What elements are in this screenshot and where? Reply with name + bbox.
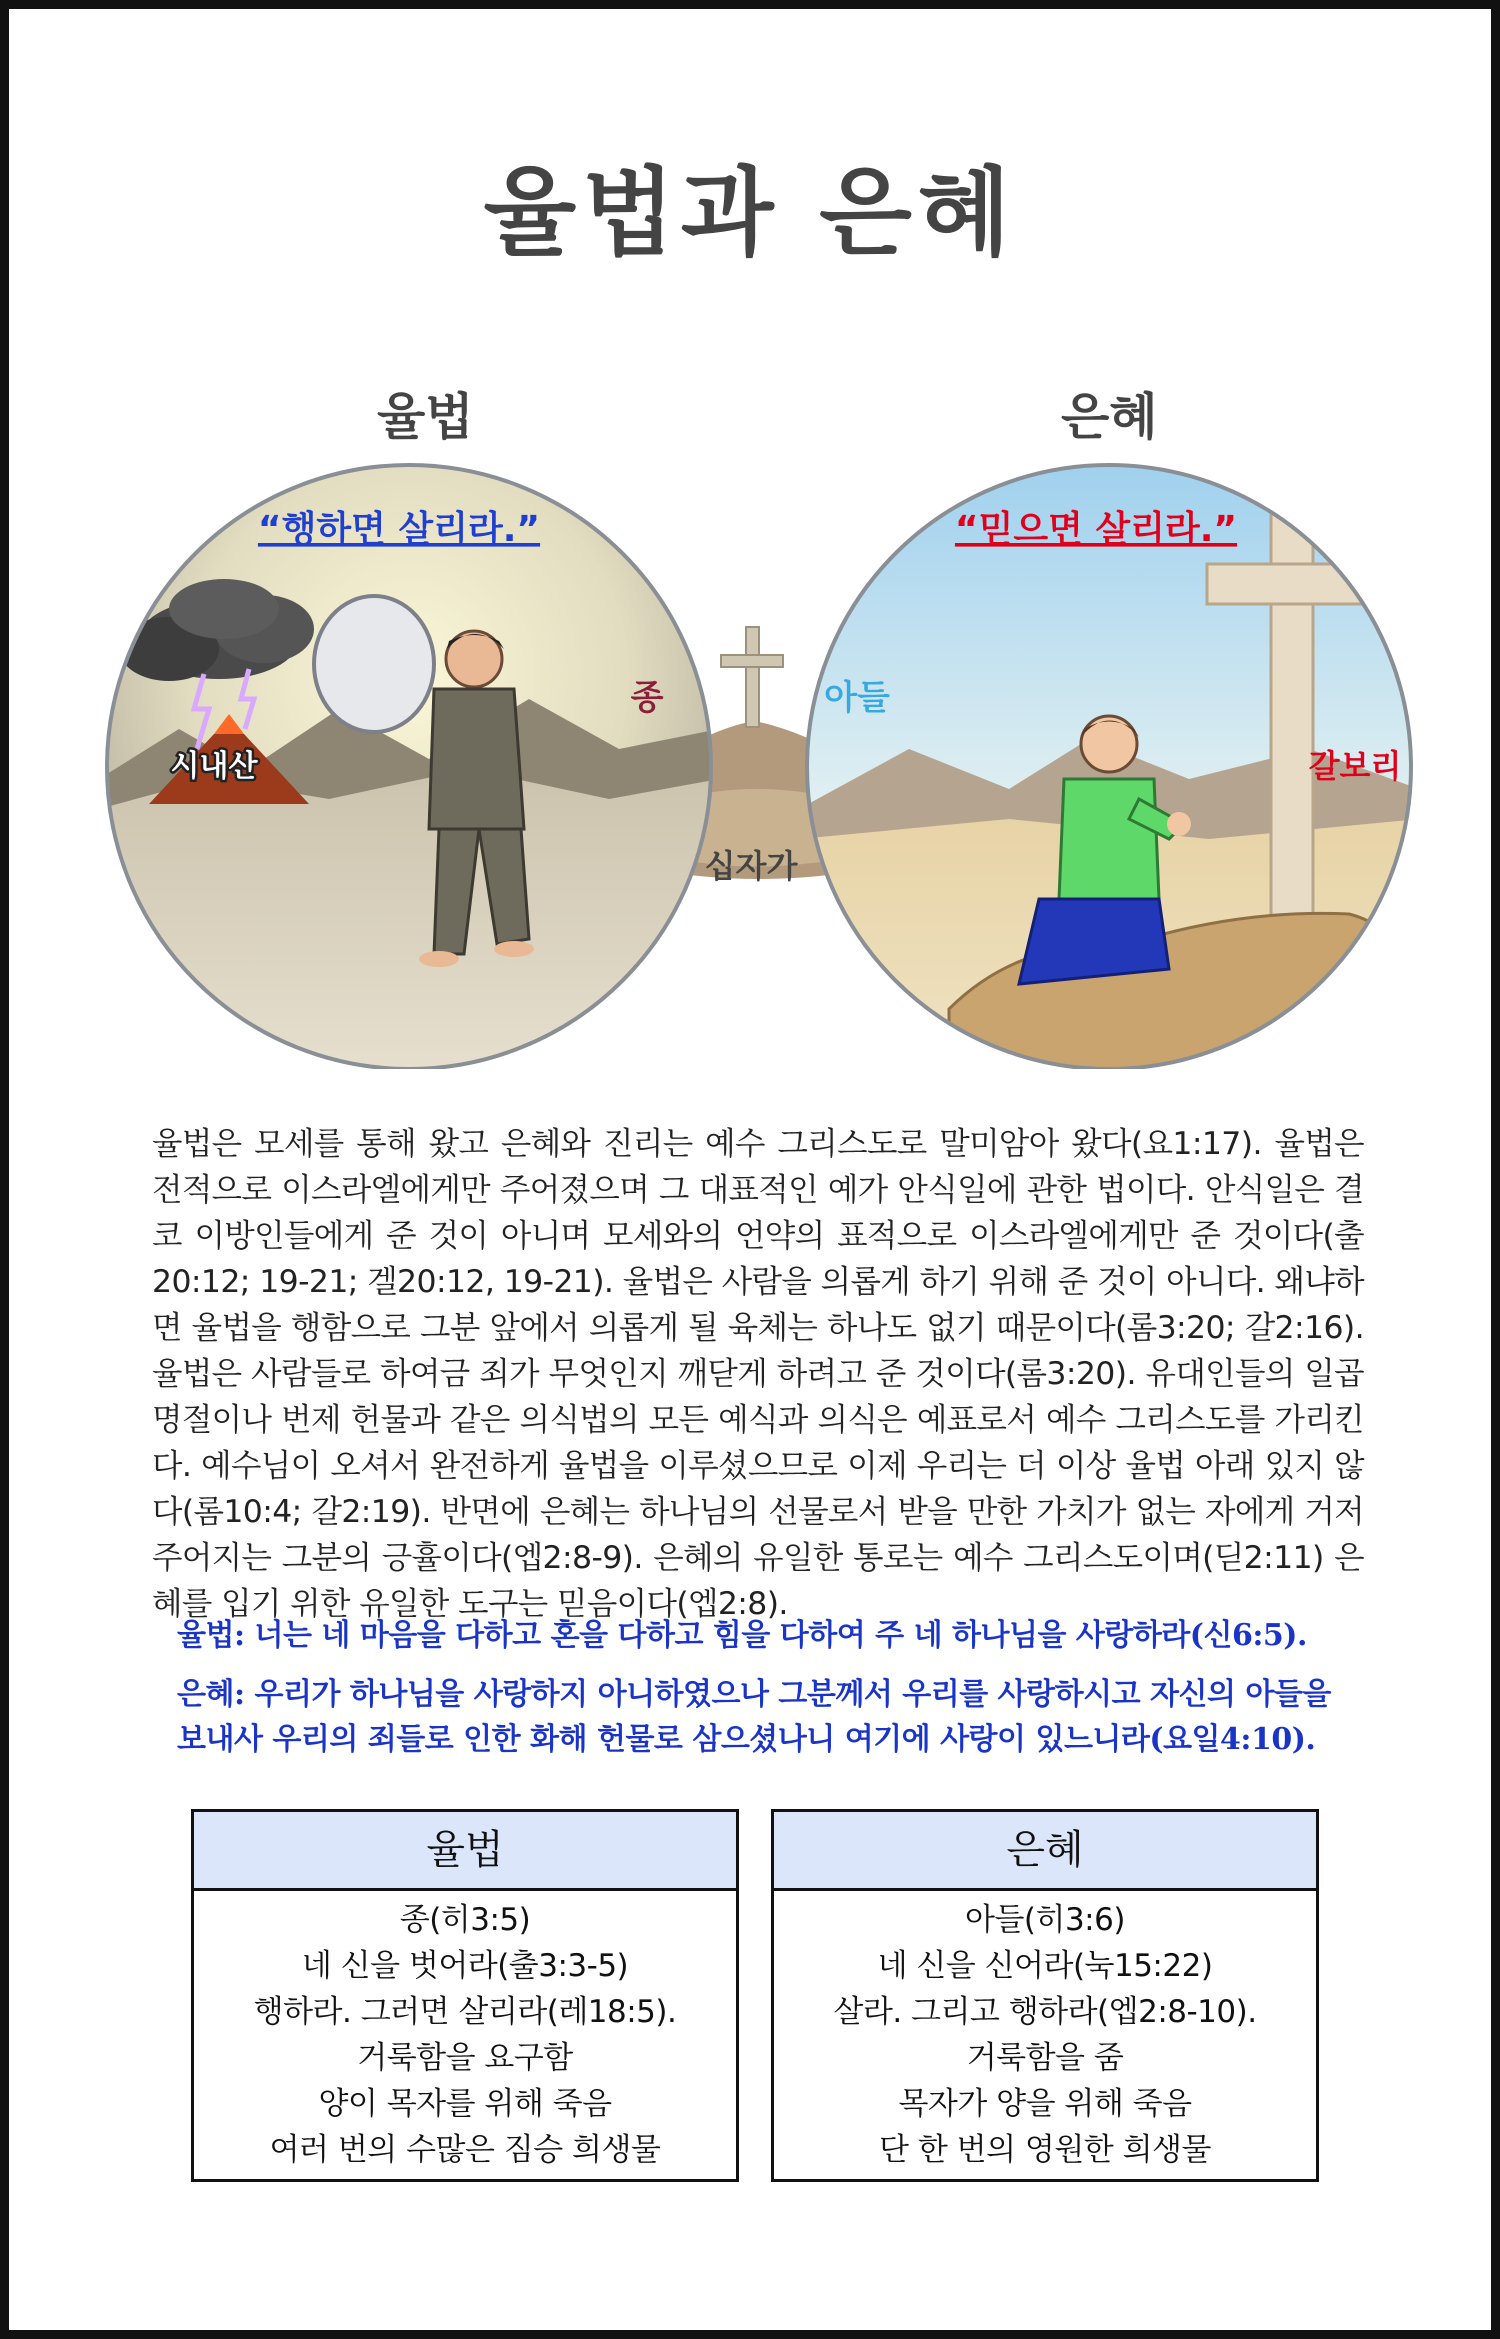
law-table-header: 율법 <box>194 1812 736 1891</box>
son-label: 아들 <box>824 678 890 718</box>
grace-table-row: 단 한 번의 영원한 희생물 <box>879 2132 1211 2168</box>
grace-circle-label: 은혜 <box>1061 388 1158 446</box>
law-table-row: 행하라. 그러면 살리라(레18:5). <box>253 1994 677 2030</box>
cross-icon <box>746 627 759 727</box>
cross-label: 십자가 <box>704 847 798 885</box>
grace-table-header: 은혜 <box>774 1812 1316 1891</box>
law-table-row: 네 신을 벗어라(출3:3-5) <box>301 1948 629 1984</box>
calvary-label: 갈보리 <box>1308 747 1402 785</box>
grace-table <box>771 1809 1319 2182</box>
grace-table-row: 살라. 그리고 행하라(엡2:8-10). <box>833 1994 1257 2030</box>
grace-table-row: 아들(히3:6) <box>965 1902 1125 1938</box>
verse-list <box>177 1613 1367 1776</box>
body-paragraph: 율법은 모세를 통해 왔고 은혜와 진리는 예수 그리스도로 말미암아 왔다(요1:17). 율법은 전적으로 이스라엘에게만 주어졌으며 그 대표적인 예가 안식일에 관한 법이다. 안식일은 결코 이방인들에게 준 것이 아니며 모세와의 언약의 표적으로 이스라엘에게만 준 것이다(출20:12; 19-21; 겔20:12, 19-21). 율법은 사람을 의롭게 하기 위해 준 것이 아니다. 왜냐하면 율법을 행함으로 그분 앞에서 의롭게 될 육체는 하나도 없기 때문이다(롬3:20; 갈2:16). 율법은 사람들로 하여금 죄가 무엇인지 깨닫게 하려고 준 것이다(롬3:20). 유대인들의 일곱 명절이나 번제 헌물과 같은 의식법의 모든 예식과 의식은 예표로서 예수 그리스도를 가리킨다. 예수님이 오셔서 완전하게 율법을 이루셨으므로 이제 우리는 더 이상 율법 아래 있지 않다(롬10:4; 갈2:19). 반면에 은혜는 하나님의 선물로서 받을 만한 가치가 없는 자에게 거저 주어지는 그분의 긍휼이다(엡2:8-9). 은혜의 유일한 통로는 예수 그리스도이며(딛2:11) 은혜를 입기 위한 유일한 도구는 믿음이다(엡2:8). <box>152 1126 1364 1622</box>
law-table <box>191 1809 739 2182</box>
law-quote: “행하면 살리라.” <box>257 509 541 550</box>
grace-quote: “믿으면 살리라.” <box>954 509 1238 550</box>
law-grace-illustration <box>9 9 1500 1069</box>
law-circle-label: 율법 <box>377 388 474 446</box>
grace-table-row: 목자가 양을 위해 죽음 <box>898 2086 1192 2122</box>
grace-table-row: 네 신을 신어라(눅15:22) <box>877 1948 1213 1984</box>
law-table-row: 여러 번의 수많은 짐승 희생물 <box>269 2132 661 2168</box>
grace-table-row: 거룩함을 줌 <box>966 2040 1124 2076</box>
law-table-row: 양이 목자를 위해 죽음 <box>318 2086 612 2122</box>
servant-label: 종 <box>630 678 664 718</box>
law-verse: 율법: 너는 네 마음을 다하고 혼을 다하고 힘을 다하여 주 네 하나님을 사랑하라(신6:5). <box>177 1618 1307 1653</box>
burden-sack-icon <box>314 596 434 732</box>
mount-sinai-label: 시내산 <box>170 749 258 784</box>
law-table-row: 거룩함을 요구함 <box>357 2040 573 2076</box>
law-table-row: 종(히3:5) <box>399 1902 531 1938</box>
page-title: 율법과 은혜 <box>483 157 1017 269</box>
grace-verse: 은혜: 우리가 하나님을 사랑하지 아니하였으나 그분께서 우리를 사랑하시고 자신의 아들을 보내사 우리의 죄들로 인한 화해 헌물로 삼으셨나니 여기에 사랑이 있느니라(요일4:10). <box>177 1677 1331 1757</box>
